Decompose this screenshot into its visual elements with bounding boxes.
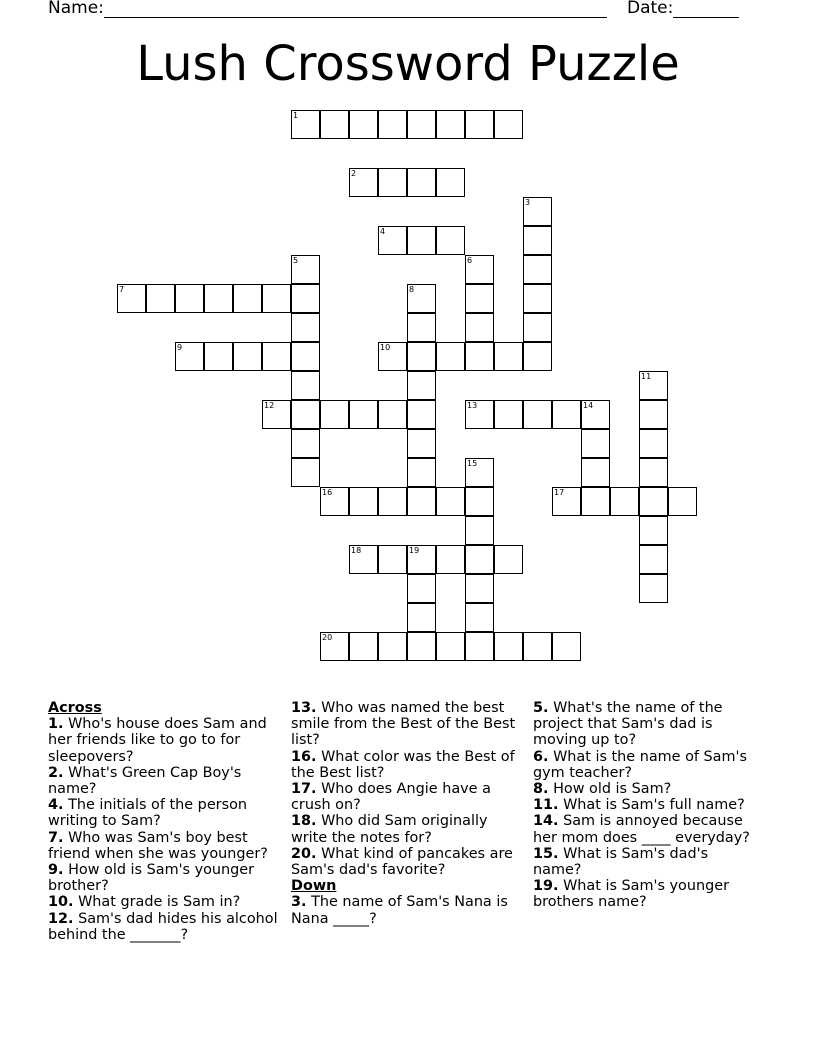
grid-cell[interactable]: [407, 168, 436, 197]
clue-number: 17.: [291, 781, 317, 798]
grid-cell[interactable]: [639, 545, 668, 574]
cell-number: 19: [409, 546, 420, 555]
clue-number: 1.: [48, 716, 64, 733]
cell-number: 1: [293, 111, 299, 120]
grid-cell[interactable]: [436, 342, 465, 371]
grid-cell[interactable]: [523, 255, 552, 284]
grid-cell[interactable]: [378, 168, 407, 197]
clue-number: 19.: [533, 878, 559, 895]
clue-across-1: [48, 716, 280, 765]
grid-cell[interactable]: [465, 458, 494, 487]
clue-text: What's Green Cap Boy's name?: [48, 764, 242, 798]
clue-number: 2.: [48, 764, 64, 781]
clue-down-5: [533, 700, 761, 749]
grid-cell[interactable]: [262, 400, 291, 429]
cell-number: 16: [322, 488, 333, 497]
clue-across-17: [291, 781, 525, 813]
grid-cell[interactable]: [465, 284, 494, 313]
grid-cell[interactable]: [378, 487, 407, 516]
grid-cell[interactable]: [465, 603, 494, 632]
grid-cell[interactable]: [465, 400, 494, 429]
cell-number: 13: [467, 401, 478, 410]
grid-cell[interactable]: [465, 342, 494, 371]
clue-down-11: [533, 797, 761, 813]
clue-down-3: [291, 894, 525, 926]
cell-number: 10: [380, 343, 391, 352]
clue-number: 4.: [48, 797, 64, 814]
grid-cell[interactable]: [523, 197, 552, 226]
clues-column-1: [48, 700, 280, 943]
grid-cell[interactable]: [610, 487, 639, 516]
grid-cell[interactable]: [291, 255, 320, 284]
clue-number: 5.: [533, 700, 549, 716]
grid-cell[interactable]: [407, 458, 436, 487]
grid-cell[interactable]: [552, 400, 581, 429]
grid-cell[interactable]: [378, 632, 407, 661]
clue-number: 3.: [291, 894, 307, 911]
cell-number: 15: [467, 459, 478, 468]
clue-number: 10.: [48, 894, 74, 911]
grid-cell[interactable]: [436, 226, 465, 255]
clue-text: Who's house does Sam and her friends like to go to for sleepovers?: [48, 716, 267, 765]
clue-text: Sam's dad hides his alcohol behind the _______?: [48, 910, 278, 943]
clue-down-14: [533, 813, 761, 845]
grid-cell[interactable]: [407, 110, 436, 139]
clue-text: What kind of pancakes are Sam's dad's favorite?: [291, 845, 513, 879]
grid-cell[interactable]: [523, 226, 552, 255]
grid-cell[interactable]: [581, 487, 610, 516]
clue-across-20: [291, 846, 525, 878]
grid-cell[interactable]: [465, 255, 494, 284]
grid-cell[interactable]: [233, 284, 262, 313]
grid-cell[interactable]: [465, 516, 494, 545]
clue-text: The name of Sam's Nana is Nana _____?: [291, 894, 508, 927]
grid-cell[interactable]: [581, 458, 610, 487]
cell-number: 17: [554, 488, 565, 497]
grid-cell[interactable]: [581, 429, 610, 458]
grid-cell[interactable]: [639, 574, 668, 603]
clue-number: 8.: [533, 781, 549, 798]
grid-cell[interactable]: [407, 313, 436, 342]
grid-cell[interactable]: [581, 400, 610, 429]
grid-cell[interactable]: [465, 487, 494, 516]
grid-cell[interactable]: [378, 110, 407, 139]
grid-cell[interactable]: [175, 342, 204, 371]
grid-cell[interactable]: [146, 284, 175, 313]
grid-cell[interactable]: [523, 342, 552, 371]
cell-number: 11: [641, 372, 652, 381]
page-title: Lush Crossword Puzzle: [136, 36, 680, 92]
cell-number: 6: [467, 256, 473, 265]
clue-number: 13.: [291, 700, 317, 716]
grid-cell[interactable]: [349, 400, 378, 429]
grid-cell[interactable]: [407, 574, 436, 603]
clue-number: 9.: [48, 862, 64, 879]
clue-text: What grade is Sam in?: [78, 894, 241, 911]
grid-cell[interactable]: [291, 400, 320, 429]
grid-cell[interactable]: [262, 342, 291, 371]
grid-cell[interactable]: [320, 400, 349, 429]
grid-cell[interactable]: [465, 545, 494, 574]
grid-cell[interactable]: [436, 487, 465, 516]
grid-cell[interactable]: [639, 516, 668, 545]
grid-cell[interactable]: [378, 400, 407, 429]
grid-cell[interactable]: [262, 284, 291, 313]
grid-cell[interactable]: [436, 632, 465, 661]
clue-number: 11.: [533, 797, 559, 814]
grid-cell[interactable]: [320, 110, 349, 139]
grid-cell[interactable]: [407, 342, 436, 371]
grid-cell[interactable]: [523, 632, 552, 661]
grid-cell[interactable]: [349, 632, 378, 661]
clue-text: What is Sam's younger brothers name?: [533, 878, 729, 911]
clue-across-4: [48, 797, 280, 829]
clues-column-3: [533, 700, 761, 911]
cell-number: 12: [264, 401, 275, 410]
grid-cell[interactable]: [494, 632, 523, 661]
clue-text: What is the name of Sam's gym teacher?: [533, 748, 747, 781]
grid-cell[interactable]: [407, 400, 436, 429]
grid-cell[interactable]: [378, 342, 407, 371]
cell-number: 8: [409, 285, 415, 294]
clue-down-15: [533, 846, 761, 878]
clue-text: What color was the Best of the Best list?: [291, 748, 515, 781]
grid-cell[interactable]: [291, 313, 320, 342]
grid-cell[interactable]: [378, 545, 407, 574]
grid-cell[interactable]: [175, 284, 204, 313]
grid-cell[interactable]: [204, 342, 233, 371]
clue-across-13: [291, 700, 525, 749]
grid-cell[interactable]: [668, 487, 697, 516]
grid-cell[interactable]: [436, 168, 465, 197]
grid-cell[interactable]: [494, 110, 523, 139]
grid-cell[interactable]: [639, 371, 668, 400]
grid-cell[interactable]: [552, 632, 581, 661]
cell-number: 2: [351, 169, 357, 178]
cell-number: 5: [293, 256, 299, 265]
clue-across-2: [48, 765, 280, 797]
clue-text: What is Sam's dad's name?: [533, 845, 709, 879]
clue-number: 15.: [533, 845, 559, 862]
across-heading: Across: [48, 700, 102, 716]
clue-across-16: [291, 749, 525, 781]
clue-text: Who did Sam originally write the notes for?: [291, 813, 488, 846]
grid-cell[interactable]: [523, 400, 552, 429]
clue-text: How old is Sam's younger brother?: [48, 862, 255, 895]
cell-number: 7: [119, 285, 125, 294]
grid-cell[interactable]: [639, 400, 668, 429]
grid-cell[interactable]: [291, 429, 320, 458]
grid-cell[interactable]: [407, 371, 436, 400]
cell-number: 4: [380, 227, 386, 236]
clue-text: What is Sam's full name?: [563, 797, 745, 814]
clue-text: Who was Sam's boy best friend when she was younger?: [48, 829, 268, 862]
name-label: Name:: [48, 0, 104, 18]
grid-cell[interactable]: [407, 545, 436, 574]
date-label: Date:: [627, 0, 674, 18]
grid-cell[interactable]: [465, 110, 494, 139]
grid-cell[interactable]: [494, 545, 523, 574]
grid-cell[interactable]: [523, 313, 552, 342]
grid-cell[interactable]: [349, 110, 378, 139]
down-heading: Down: [291, 878, 337, 895]
clue-across-7: [48, 830, 280, 862]
clue-text: How old is Sam?: [553, 781, 672, 798]
grid-cell[interactable]: [407, 603, 436, 632]
clue-across-12: [48, 911, 280, 943]
cell-number: 20: [322, 633, 333, 642]
grid-cell[interactable]: [204, 284, 233, 313]
grid-cell[interactable]: [320, 487, 349, 516]
grid-cell[interactable]: [494, 400, 523, 429]
grid-cell[interactable]: [465, 313, 494, 342]
grid-cell[interactable]: [407, 226, 436, 255]
grid-cell[interactable]: [436, 545, 465, 574]
grid-cell[interactable]: [349, 168, 378, 197]
grid-cell[interactable]: [494, 342, 523, 371]
clue-number: 20.: [291, 845, 317, 862]
clue-number: 12.: [48, 910, 74, 927]
grid-cell[interactable]: [349, 487, 378, 516]
grid-cell[interactable]: [407, 632, 436, 661]
clue-number: 14.: [533, 813, 559, 830]
grid-cell[interactable]: [407, 284, 436, 313]
clue-number: 16.: [291, 748, 317, 765]
grid-cell[interactable]: [291, 458, 320, 487]
cell-number: 9: [177, 343, 183, 352]
grid-cell[interactable]: [349, 545, 378, 574]
grid-cell[interactable]: [320, 632, 349, 661]
clue-text: Sam is annoyed because her mom does ____ everyday?: [533, 813, 750, 846]
clue-number: 7.: [48, 829, 64, 846]
grid-cell[interactable]: [291, 371, 320, 400]
clue-text: The initials of the person writing to Sam?: [48, 797, 248, 830]
grid-cell[interactable]: [465, 574, 494, 603]
grid-cell[interactable]: [639, 458, 668, 487]
grid-cell[interactable]: [523, 284, 552, 313]
clue-down-6: [533, 749, 761, 781]
clue-across-18: [291, 813, 525, 845]
clue-text: Who does Angie have a crush on?: [291, 781, 491, 814]
grid-cell[interactable]: [465, 632, 494, 661]
clue-text: Who was named the best smile from the Best of the Best list?: [291, 700, 516, 749]
grid-cell[interactable]: [639, 487, 668, 516]
grid-cell[interactable]: [291, 342, 320, 371]
grid-cell[interactable]: [407, 429, 436, 458]
clue-across-9: [48, 862, 280, 894]
grid-cell[interactable]: [639, 429, 668, 458]
grid-cell[interactable]: [552, 487, 581, 516]
cell-number: 3: [525, 198, 531, 207]
clues-column-2: [291, 700, 525, 927]
clue-text: What's the name of the project that Sam's dad is moving up to?: [533, 700, 723, 749]
grid-cell[interactable]: [407, 487, 436, 516]
cell-number: 14: [583, 401, 594, 410]
clue-down-8: [533, 781, 761, 797]
grid-cell[interactable]: [117, 284, 146, 313]
grid-cell[interactable]: [378, 226, 407, 255]
grid-cell[interactable]: [291, 284, 320, 313]
grid-cell[interactable]: [291, 110, 320, 139]
grid-cell[interactable]: [233, 342, 262, 371]
clue-number: 6.: [533, 748, 549, 765]
clue-down-19: [533, 878, 761, 910]
clue-number: 18.: [291, 813, 317, 830]
cell-number: 18: [351, 546, 362, 555]
clue-across-10: [48, 894, 280, 910]
grid-cell[interactable]: [436, 110, 465, 139]
